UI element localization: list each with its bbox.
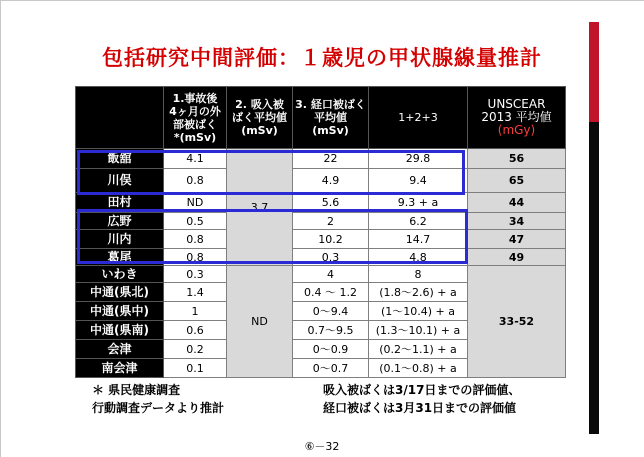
cell-oral: 0.3 [293, 249, 369, 266]
footnote-right [323, 381, 520, 417]
header-oral-line: (mSv) [312, 124, 349, 137]
header-external-line: 1.事故後 [172, 91, 218, 105]
header-total: 1+2+3 [369, 87, 468, 149]
cell-external: 0.8 [164, 230, 227, 249]
cell-inhalation-group2: ND [227, 266, 293, 378]
highlight-box-lower [77, 209, 468, 264]
cell-external: 0.8 [164, 169, 227, 193]
cell-oral: 0～0.9 [293, 340, 369, 359]
sidebar-black-bar [589, 122, 599, 434]
cell-oral: 10.2 [293, 230, 369, 249]
header-inhalation [227, 87, 293, 149]
footnote-right-line: 経口被ばくは3月31日までの評価値 [323, 401, 517, 415]
row-area: 広野 [76, 213, 164, 230]
cell-external: 0.6 [164, 321, 227, 340]
cell-external: ND [164, 193, 227, 213]
header-external-line: 4ヶ月の外 [169, 104, 221, 118]
cell-external: 1.4 [164, 283, 227, 302]
footnote-left [92, 381, 224, 417]
table-row [76, 266, 566, 283]
cell-unscear-range: 33-52 [468, 266, 566, 378]
cell-oral: 4 [293, 266, 369, 283]
cell-total: (1～10.4) + a [369, 302, 468, 321]
cell-external: 1 [164, 302, 227, 321]
cell-external: 0.2 [164, 340, 227, 359]
row-area: 川俣 [76, 169, 164, 193]
cell-total: 4.8 [369, 249, 468, 266]
header-oral-line: 3. 経口被ばく [295, 98, 366, 111]
cell-total: (1.3～10.1) + a [369, 321, 468, 340]
cell-oral: 5.6 [293, 193, 369, 213]
footnote-left-line: ＊ 県民健康調査 [92, 383, 181, 397]
cell-unscear: 47 [468, 230, 566, 249]
header-unscear [468, 87, 566, 149]
cell-total: 8 [369, 266, 468, 283]
cell-total: (1.8～2.6) + a [369, 283, 468, 302]
cell-total: 6.2 [369, 213, 468, 230]
header-row [76, 87, 566, 149]
cell-external: 0.5 [164, 213, 227, 230]
sidebar-red-bar [589, 22, 599, 122]
cell-total: 14.7 [369, 230, 468, 249]
header-external [164, 87, 227, 149]
cell-oral: 0.7～9.5 [293, 321, 369, 340]
cell-total: 9.3 + a [369, 193, 468, 213]
row-area: 中通(県北) [76, 283, 164, 302]
cell-unscear: 65 [468, 169, 566, 193]
header-external-line: 部被ばく [173, 117, 217, 131]
header-unscear-unit: (mGy) [497, 123, 536, 137]
cell-oral: 0.4 ～ 1.2 [293, 283, 369, 302]
row-area: 中通(県中) [76, 302, 164, 321]
row-area: いわき [76, 266, 164, 283]
header-area [76, 87, 164, 149]
cell-oral: 2 [293, 213, 369, 230]
cell-oral: 22 [293, 149, 369, 169]
row-area: 南会津 [76, 359, 164, 378]
cell-total: (0.2～1.1) + a [369, 340, 468, 359]
cell-oral: 4.9 [293, 169, 369, 193]
cell-inhalation-group1: 3.7 [227, 149, 293, 266]
cell-total: 9.4 [369, 169, 468, 193]
cell-total: 29.8 [369, 149, 468, 169]
footnote-left-line: 行動調査データより推計 [92, 401, 225, 415]
header-oral-line: 平均値 [314, 111, 347, 124]
cell-unscear: 34 [468, 213, 566, 230]
cell-oral: 0～0.7 [293, 359, 369, 378]
row-area: 飯舘 [76, 149, 164, 169]
page-title: 包括研究中間評価：１歳児の甲状腺線量推計 [102, 46, 542, 70]
row-area: 田村 [76, 193, 164, 213]
frame-top-border [0, 0, 644, 1]
row-area: 会津 [76, 340, 164, 359]
header-external-line: *(mSv) [173, 130, 217, 144]
cell-total: (0.1～0.8) + a [369, 359, 468, 378]
footnote-right-line: 吸入被ばくは3/17日までの評価値、 [323, 383, 521, 397]
page-number: ⑥－32 [304, 440, 340, 453]
cell-unscear: 44 [468, 193, 566, 213]
cell-external: 0.1 [164, 359, 227, 378]
header-oral [293, 87, 369, 149]
header-unscear-line: 2013 平均値 [481, 110, 552, 124]
cell-external: 0.8 [164, 249, 227, 266]
header-inhalation-line: (mSv) [241, 124, 278, 137]
row-area: 葛尾 [76, 249, 164, 266]
row-area: 中通(県南) [76, 321, 164, 340]
header-unscear-line: UNSCEAR [487, 97, 546, 111]
row-area: 川内 [76, 230, 164, 249]
header-inhalation-line: ばく平均値 [232, 111, 287, 124]
highlight-box-upper [77, 150, 465, 195]
cell-oral: 0～9.4 [293, 302, 369, 321]
cell-external: 0.3 [164, 266, 227, 283]
cell-external: 4.1 [164, 149, 227, 169]
cell-unscear: 49 [468, 249, 566, 266]
header-inhalation-line: 2. 吸入被 [235, 98, 284, 111]
cell-unscear: 56 [468, 149, 566, 169]
